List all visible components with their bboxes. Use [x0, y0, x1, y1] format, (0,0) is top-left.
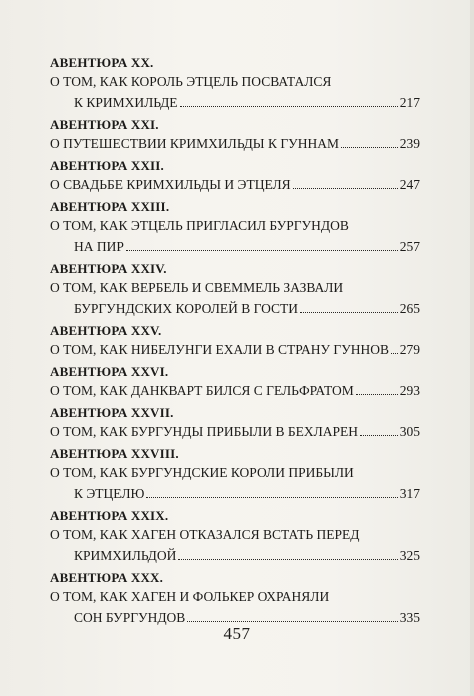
chapter-title: О ПУТЕШЕСТВИИ КРИМХИЛЬДЫ К ГУННАМ	[50, 136, 339, 151]
chapter-heading: АВЕНТЮРА XXIV.	[50, 261, 167, 276]
chapter-title-line	[50, 72, 420, 93]
page-number: 217	[399, 95, 420, 110]
dot-leader	[391, 353, 398, 354]
dot-leader	[180, 106, 398, 107]
chapter-title-line	[50, 546, 420, 567]
chapter-title-line	[50, 340, 420, 361]
chapter-heading: АВЕНТЮРА XXII.	[50, 158, 165, 173]
chapter-heading: АВЕНТЮРА XXI.	[50, 117, 159, 132]
chapter-heading: АВЕНТЮРА XXV.	[50, 323, 162, 338]
dot-leader	[341, 147, 398, 148]
toc-entry	[50, 323, 420, 361]
chapter-title: К КРИМХИЛЬДЕ	[74, 95, 178, 110]
chapter-title-line	[50, 587, 420, 608]
dot-leader	[126, 250, 398, 251]
chapter-heading: АВЕНТЮРА XXIII.	[50, 199, 170, 214]
chapter-title: О СВАДЬБЕ КРИМХИЛЬДЫ И ЭТЦЕЛЯ	[50, 177, 291, 192]
page-number: 247	[399, 177, 420, 192]
toc-entry	[50, 117, 420, 155]
chapter-title: БУРГУНДСКИХ КОРОЛЕЙ В ГОСТИ	[74, 301, 299, 316]
page-number: 257	[399, 239, 420, 254]
page-folio-number: 457	[223, 624, 251, 643]
chapter-title: КРИМХИЛЬДОЙ	[74, 548, 177, 563]
chapter-title: О ТОМ, КАК КОРОЛЬ ЭТЦЕЛЬ ПОСВАТАЛСЯ	[50, 74, 332, 89]
chapter-heading: АВЕНТЮРА XXVI.	[50, 364, 169, 379]
page-number: 293	[399, 383, 420, 398]
chapter-title: О ТОМ, КАК БУРГУНДСКИЕ КОРОЛИ ПРИБЫЛИ	[50, 465, 354, 480]
chapter-heading: АВЕНТЮРА XXX.	[50, 570, 164, 585]
chapter-heading: АВЕНТЮРА XXVIII.	[50, 446, 179, 461]
chapter-title-line	[50, 484, 420, 505]
chapter-title-line	[50, 93, 420, 114]
page-number: 239	[399, 136, 420, 151]
dot-leader	[300, 312, 398, 313]
chapter-title: О ТОМ, КАК ЭТЦЕЛЬ ПРИГЛАСИЛ БУРГУНДОВ	[50, 218, 349, 233]
chapter-title-line	[50, 422, 420, 443]
toc-entry	[50, 55, 420, 114]
chapter-title-line	[50, 175, 420, 196]
page-number: 335	[399, 610, 420, 625]
page-number: 317	[399, 486, 420, 501]
page-number: 325	[399, 548, 420, 563]
chapter-title-line	[50, 525, 420, 546]
chapter-title-line	[50, 134, 420, 155]
dot-leader	[187, 621, 397, 622]
toc-entry	[50, 570, 420, 629]
page-edge	[470, 0, 474, 696]
dot-leader	[360, 435, 398, 436]
chapter-title: О ТОМ, КАК ДАНКВАРТ БИЛСЯ С ГЕЛЬФРАТОМ	[50, 383, 354, 398]
chapter-title: О ТОМ, КАК НИБЕЛУНГИ ЕХАЛИ В СТРАНУ ГУННОВ	[50, 342, 390, 357]
chapter-title: О ТОМ, КАК ВЕРБЕЛЬ И СВЕММЕЛЬ ЗАЗВАЛИ	[50, 280, 344, 295]
toc-entry	[50, 199, 420, 258]
page-number: 265	[399, 301, 420, 316]
page-number: 279	[399, 342, 420, 357]
page-number: 305	[399, 424, 420, 439]
chapter-title-line	[50, 299, 420, 320]
chapter-heading: АВЕНТЮРА XX.	[50, 55, 154, 70]
table-of-contents	[50, 52, 420, 629]
chapter-title: К ЭТЦЕЛЮ	[74, 486, 145, 501]
chapter-title-line	[50, 278, 420, 299]
chapter-title: НА ПИР	[74, 239, 124, 254]
dot-leader	[293, 188, 398, 189]
chapter-title: О ТОМ, КАК ХАГЕН ОТКАЗАЛСЯ ВСТАТЬ ПЕРЕД	[50, 527, 360, 542]
chapter-title-line	[50, 381, 420, 402]
dot-leader	[146, 497, 397, 498]
chapter-title: О ТОМ, КАК ХАГЕН И ФОЛЬКЕР ОХРАНЯЛИ	[50, 589, 330, 604]
chapter-title-line	[50, 237, 420, 258]
toc-entry	[50, 446, 420, 505]
toc-entry	[50, 158, 420, 196]
toc-entry	[50, 405, 420, 443]
dot-leader	[178, 559, 397, 560]
toc-entry	[50, 261, 420, 320]
chapter-heading: АВЕНТЮРА XXVII.	[50, 405, 174, 420]
dot-leader	[356, 394, 398, 395]
toc-entry	[50, 508, 420, 567]
chapter-heading: АВЕНТЮРА XXIX.	[50, 508, 169, 523]
chapter-title-line	[50, 216, 420, 237]
chapter-title: СОН БУРГУНДОВ	[74, 610, 186, 625]
toc-entry	[50, 364, 420, 402]
chapter-title: О ТОМ, КАК БУРГУНДЫ ПРИБЫЛИ В БЕХЛАРЕН	[50, 424, 358, 439]
chapter-title-line	[50, 463, 420, 484]
